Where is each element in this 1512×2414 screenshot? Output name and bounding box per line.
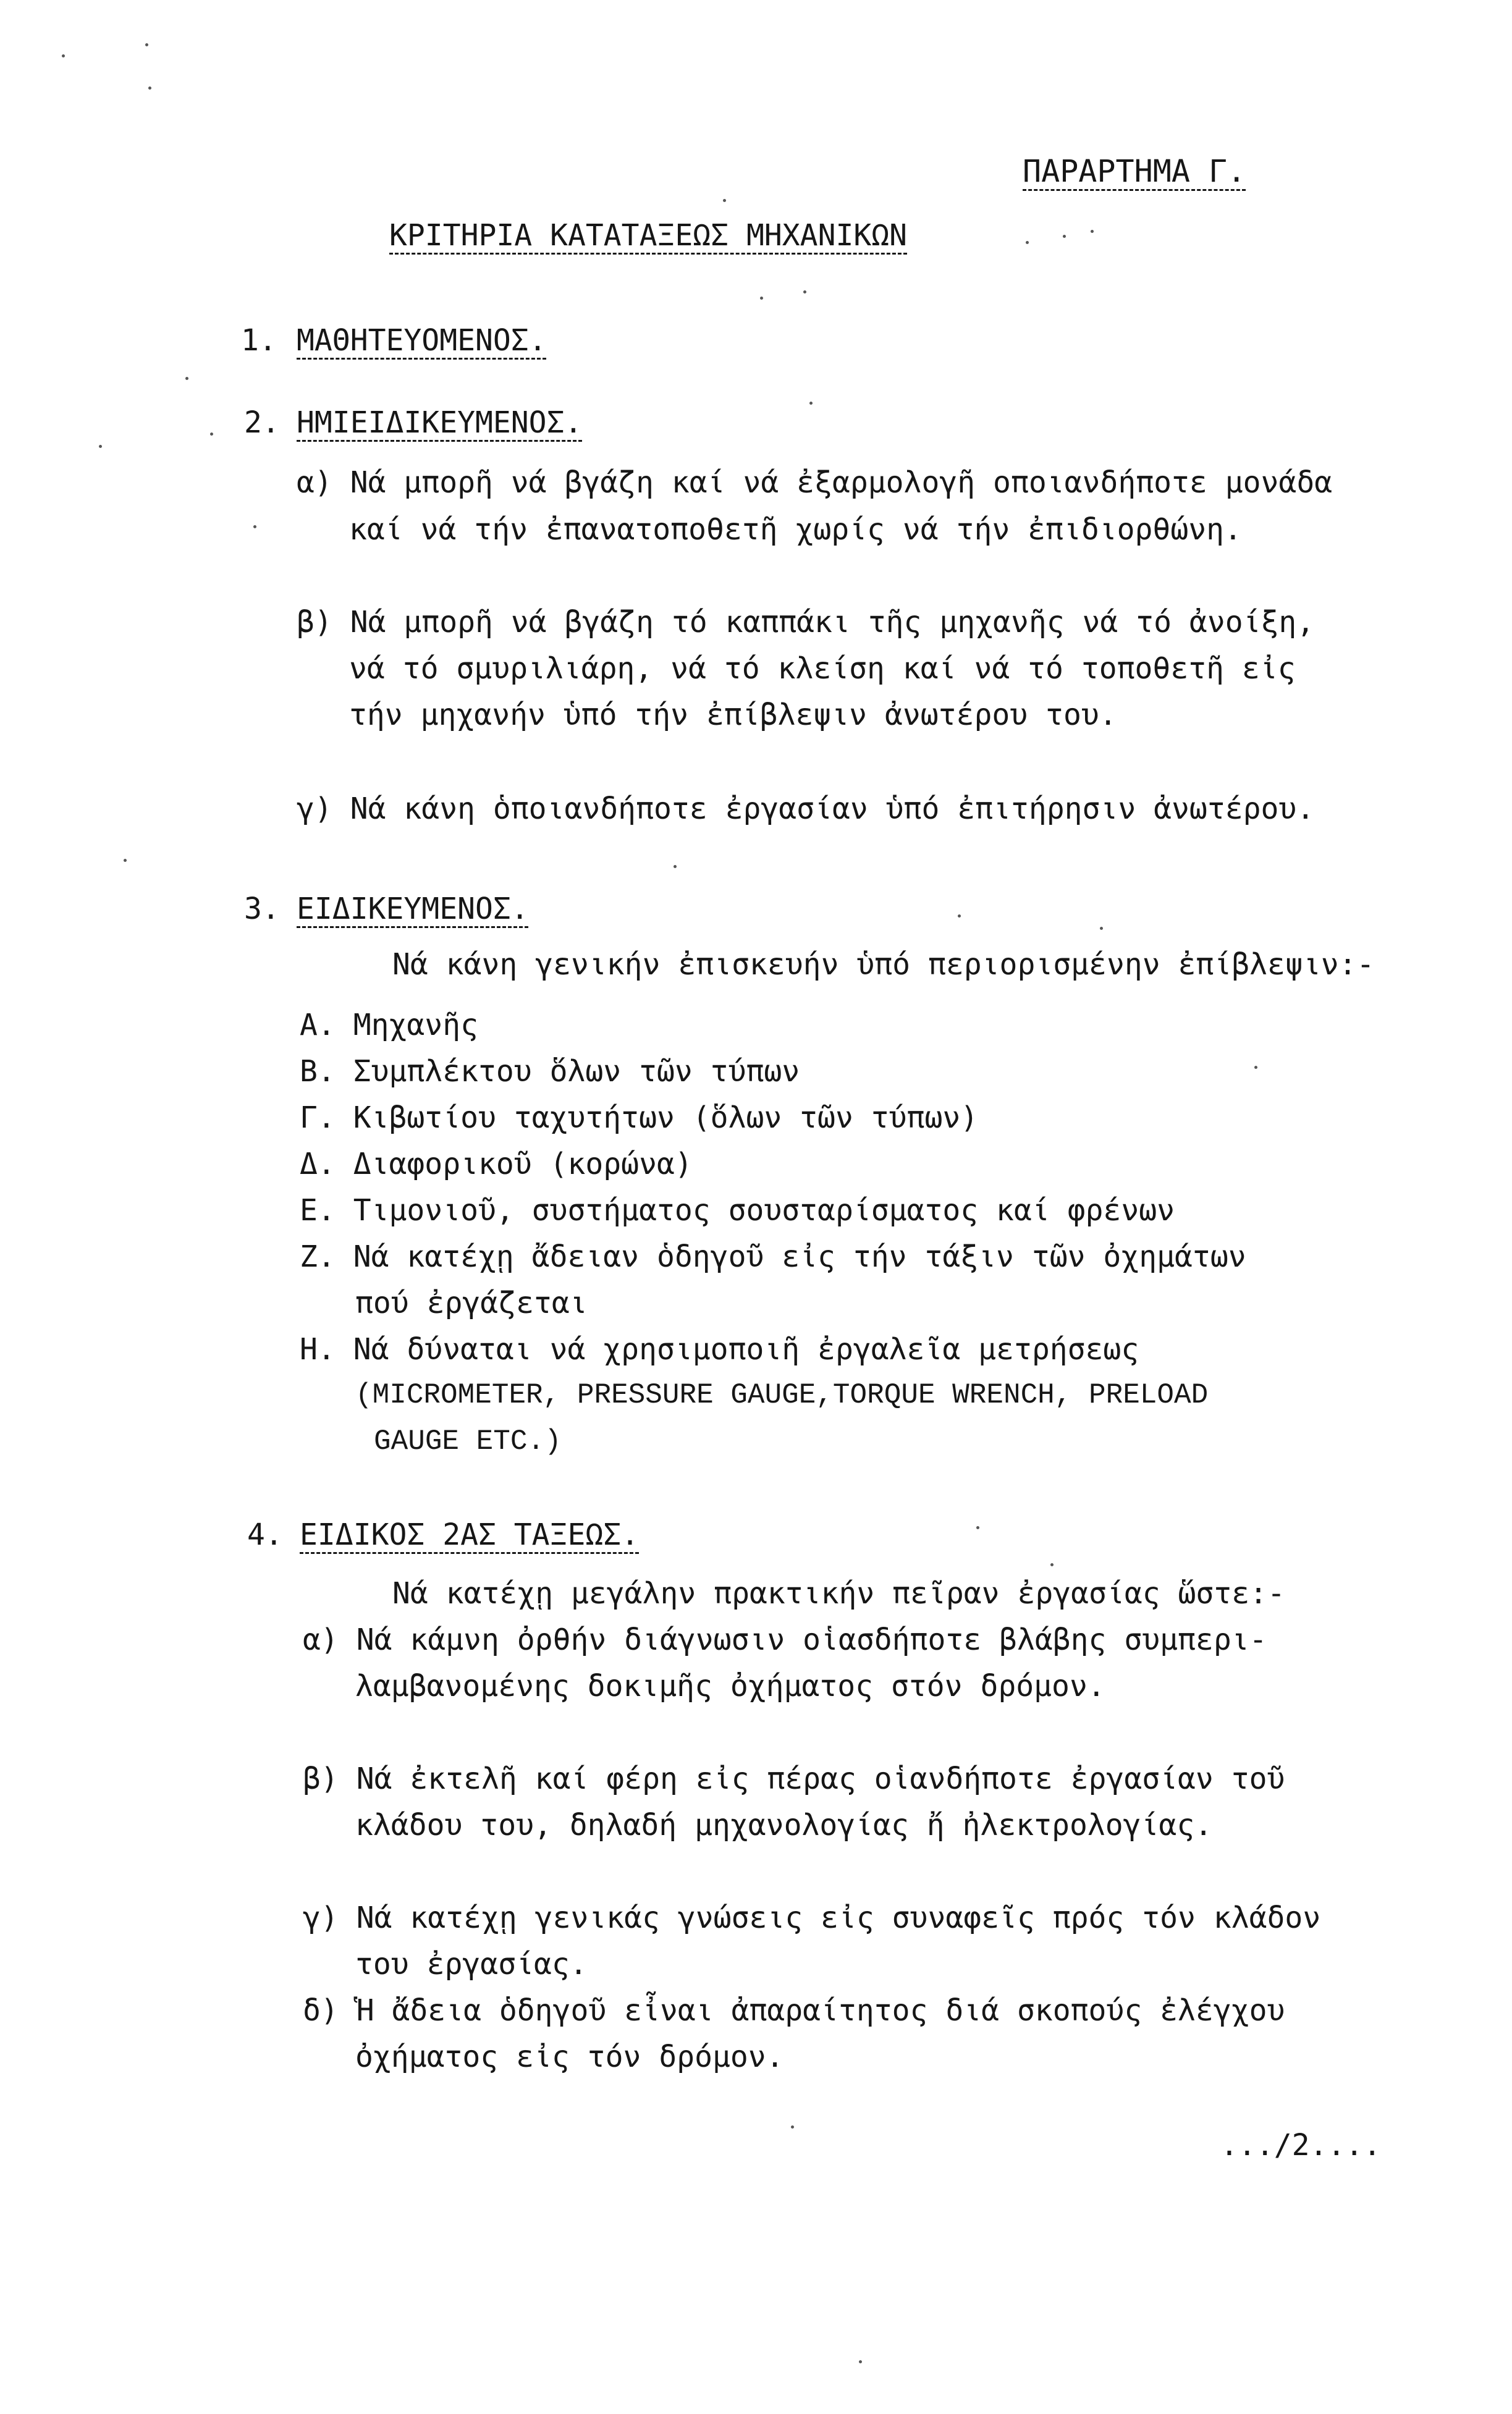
section-3-item-H-line-2: (MICROMETER, PRESSURE GAUGE,TORQUE WRENCH, PRELOAD — [355, 1379, 1209, 1411]
section-4-intro: Νά κατέχῃ μεγάλην πρακτικήν πεῖραν ἐργασίας ὥστε:- — [392, 1576, 1285, 1611]
section-2-item-b-line-2: νά τό σμυριλιάρη, νά τό κλείση καί νά τό τοποθετῆ εἰς — [349, 651, 1296, 686]
section-4-number: 4. — [247, 1517, 283, 1552]
section-3-title: ΕΙΔΙΚΕΥΜΕΝΟΣ. — [297, 892, 529, 926]
section-4-item-b-line-1: β) Νά ἐκτελῆ καί φέρη εἰς πέρας οἱανδήποτε ἐργασίαν τοῦ — [303, 1762, 1285, 1796]
document-title: ΚΡΙΤΗΡΙΑ ΚΑΤΑΤΑΞΕΩΣ ΜΗΧΑΝΙΚΩΝ — [389, 218, 908, 253]
section-2-title: ΗΜΙΕΙΔΙΚΕΥΜΕΝΟΣ. — [297, 405, 583, 440]
appendix-label: ΠΑΡΑΡΤΗΜΑ Γ. — [1023, 153, 1246, 189]
section-2-item-c-line-1: γ) Νά κάνη ὁποιανδήποτε ἐργασίαν ὑπό ἐπιτήρησιν ἀνωτέρου. — [297, 791, 1315, 826]
section-1-title: ΜΑΘΗΤΕΥΟΜΕΝΟΣ. — [297, 323, 547, 358]
section-3-item-E: Ε. Τιμονιοῦ, συστήματος σουσταρίσματος καί φρένων — [300, 1193, 1175, 1228]
section-3-item-D: Δ. Διαφορικοῦ (κορώνα) — [300, 1147, 693, 1181]
page-continuation-marker: .../2.... — [1220, 2128, 1382, 2163]
section-4-item-c-line-1: γ) Νά κατέχῃ γενικάς γνώσεις εἰς συναφεῖς πρός τόν κλάδον — [303, 1901, 1321, 1935]
section-3-item-Z-line-2: πού ἐργάζεται — [355, 1286, 588, 1320]
section-4-item-d-line-2: ὀχήματος εἰς τόν δρόμον. — [355, 2040, 784, 2074]
section-3-item-B: Β. Συμπλέκτου ὅλων τῶν τύπων — [300, 1054, 800, 1089]
section-4-item-c-line-2: του ἐργασίας. — [355, 1947, 588, 1981]
section-2-number: 2. — [244, 405, 280, 440]
section-2-item-b-line-1: β) Νά μπορῆ νά βγάζη τό καππάκι τῆς μηχανῆς νά τό ἀνοίξη, — [297, 605, 1315, 639]
section-3-item-Z-line-1: Ζ. Νά κατέχῃ ἄδειαν ὁδηγοῦ εἰς τήν τάξιν τῶν ὀχημάτων — [300, 1239, 1246, 1274]
section-2-item-a-line-1: α) Νά μπορῆ νά βγάζη καί νά ἐξαρμολογῆ οποιανδήποτε μονάδα — [297, 465, 1333, 500]
section-1-number: 1. — [241, 323, 277, 358]
section-3-intro: Νά κάνη γενικήν ἐπισκευήν ὑπό περιορισμένην ἐπίβλεψιν:- — [392, 947, 1375, 982]
section-3-number: 3. — [244, 892, 280, 926]
section-3-item-H-line-3: GAUGE ETC.) — [374, 1425, 562, 1458]
section-2-item-b-line-3: τήν μηχανήν ὑπό τήν ἐπίβλεψιν ἀνωτέρου του. — [349, 698, 1117, 732]
section-3-item-C: Γ. Κιβωτίου ταχυτήτων (ὅλων τῶν τύπων) — [300, 1100, 979, 1135]
section-3-item-H-line-1: Η. Νά δύναται νά χρησιμοποιῆ ἐργαλεῖα μετρήσεως — [300, 1332, 1139, 1367]
section-4-item-a-line-2: λαμβανομένης δοκιμῆς ὀχήματος στόν δρόμον. — [355, 1669, 1105, 1703]
section-3-item-A: Α. Μηχανῆς — [300, 1008, 478, 1042]
section-4-title: ΕΙΔΙΚΟΣ 2ΑΣ ΤΑΞΕΩΣ. — [300, 1517, 640, 1552]
section-2-item-a-line-2: καί νά τήν ἐπανατοποθετῆ χωρίς νά τήν ἐπιδιορθώνη. — [349, 512, 1242, 547]
section-4-item-d-line-1: δ) Ἡ ἄδεια ὁδηγοῦ εἶναι ἀπαραίτητος διά σκοπούς ἐλέγχου — [303, 1993, 1285, 2028]
section-4-item-a-line-1: α) Νά κάμνη ὀρθήν διάγνωσιν οἱασδήποτε βλάβης συμπερι- — [303, 1623, 1267, 1657]
section-4-item-b-line-2: κλάδου του, δηλαδή μηχανολογίας ἤ ἠλεκτρολογίας. — [355, 1808, 1213, 1842]
